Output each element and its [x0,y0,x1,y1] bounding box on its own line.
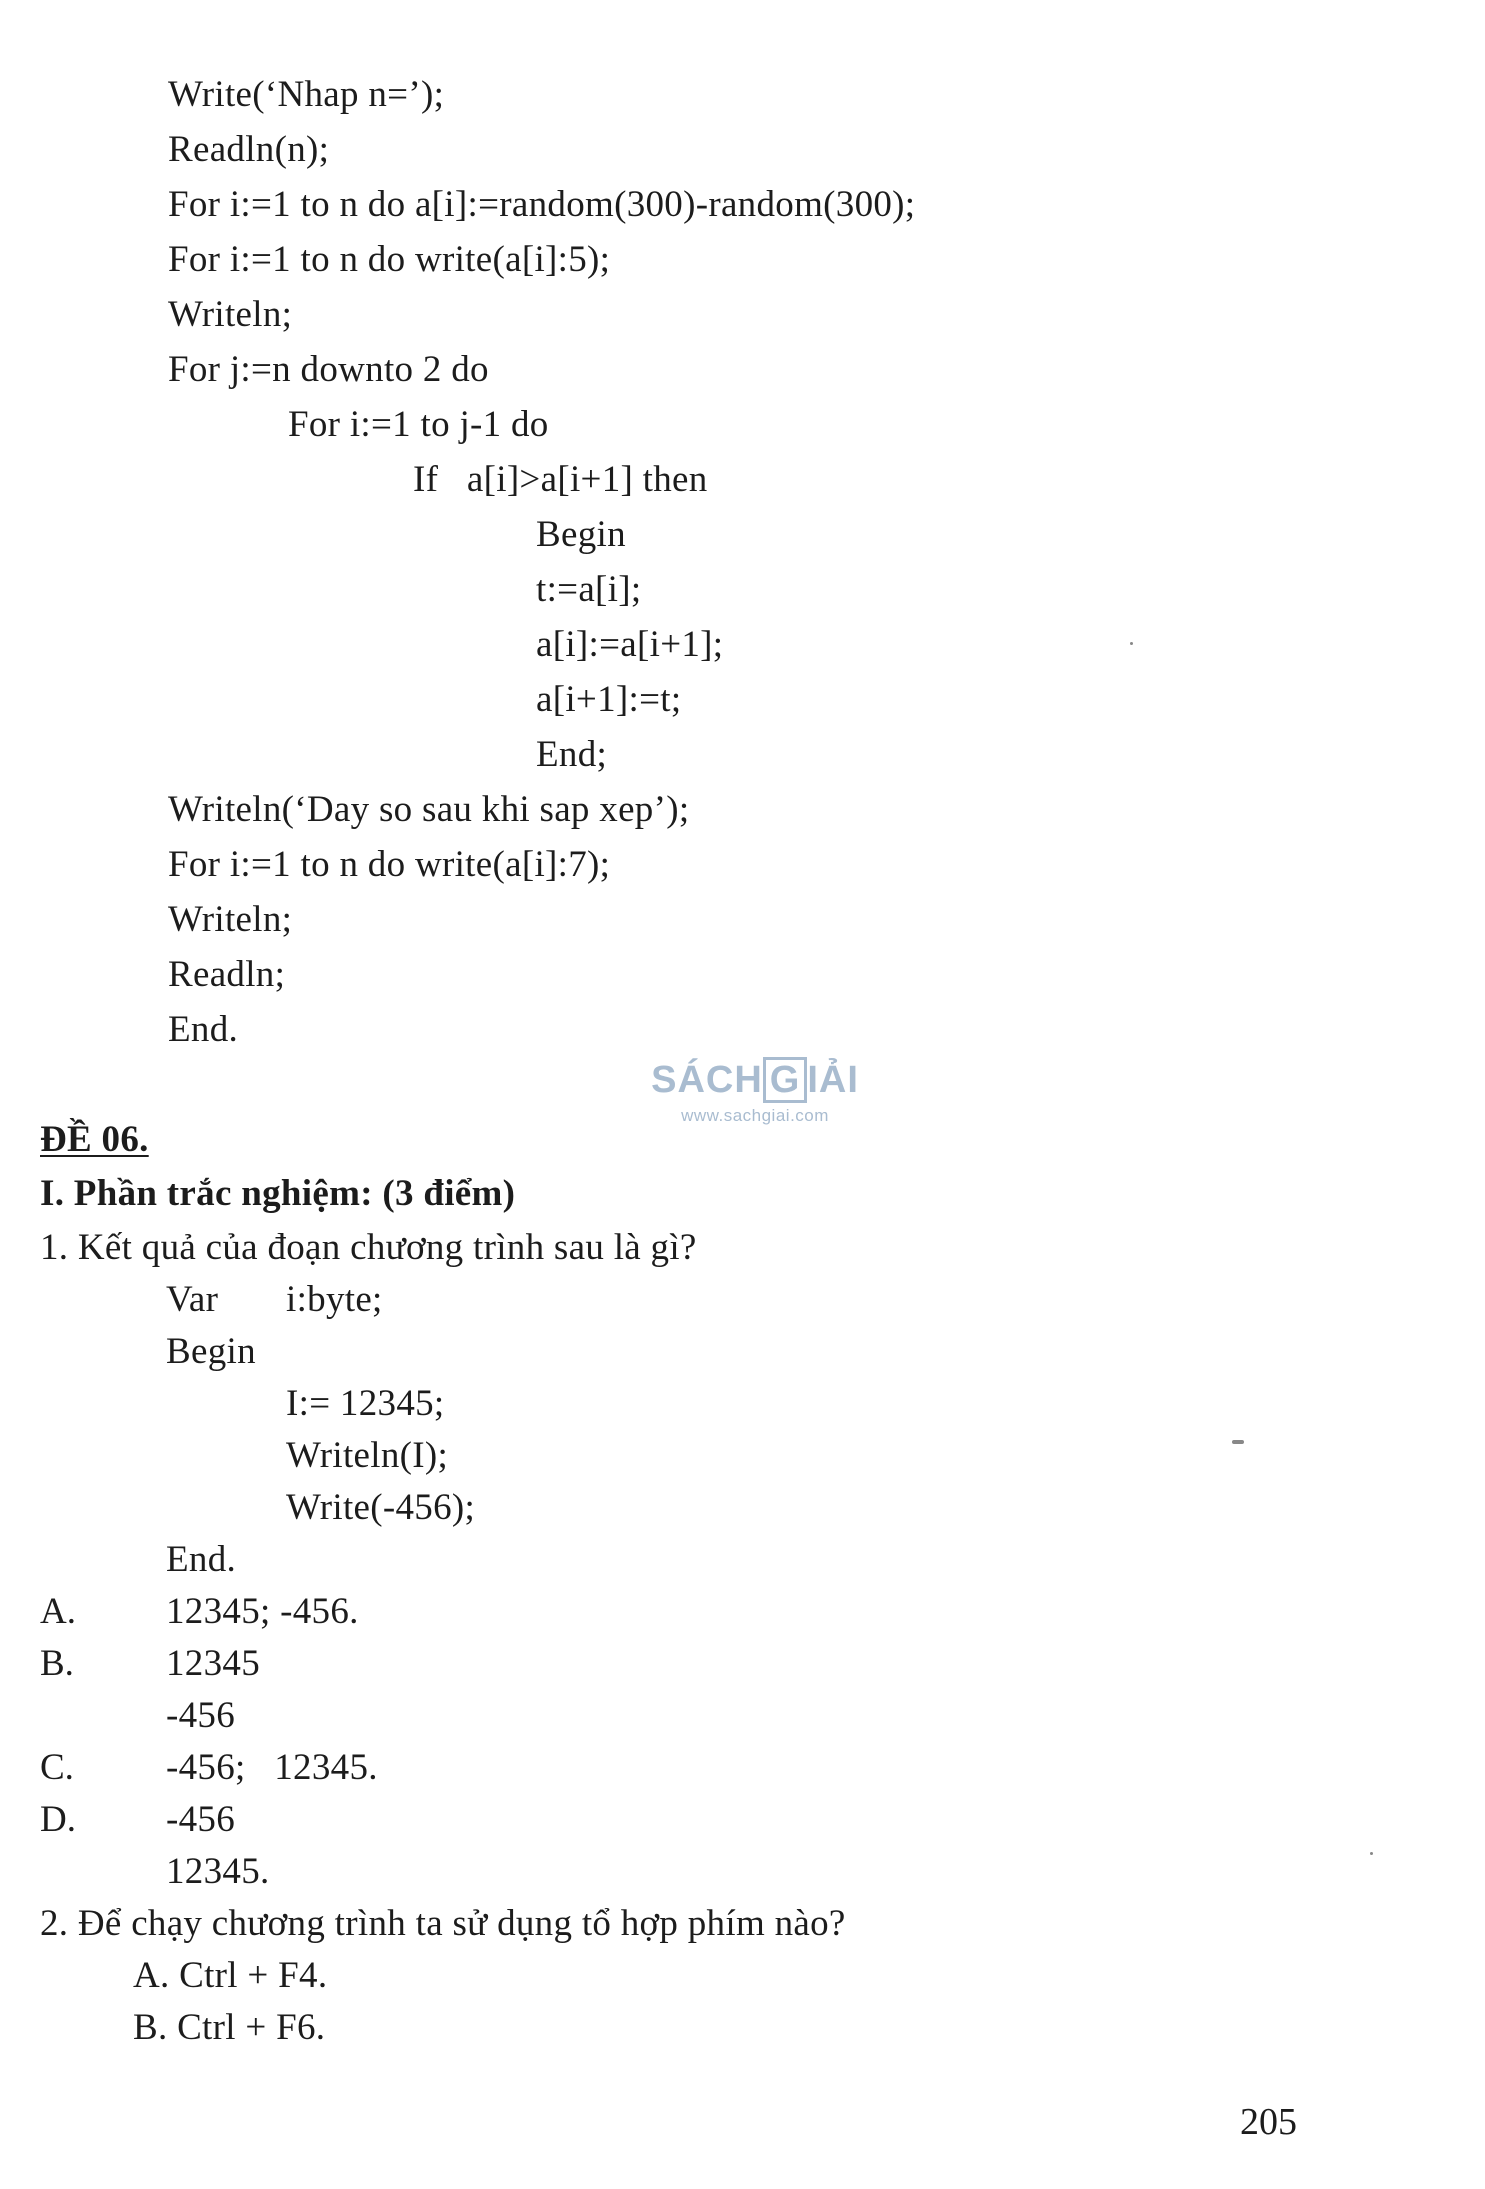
code-line: Readln(n); [168,129,330,170]
code-line: Writeln; [168,294,293,335]
code-line: If a[i]>a[i+1] then [413,459,708,500]
scan-speck [1370,1852,1373,1855]
code-statement: Write(-456); [286,1487,476,1528]
code-line: a[i+1]:=t; [536,679,682,720]
watermark-logo: SÁCH G IẢI www.sachgiai.com [651,1059,859,1125]
page-number: 205 [1240,2101,1297,2143]
code-var-declaration: i:byte; [286,1279,383,1320]
code-line: Begin [536,514,626,555]
code-line: For j:=n downto 2 do [168,349,489,390]
code-line: For i:=1 to j-1 do [288,404,549,445]
code-line: For i:=1 to n do a[i]:=random(300)-random(300); [168,184,916,225]
code-line: Write(‘Nhap n=’); [168,74,445,115]
option-a-text: 12345; -456. [166,1591,359,1632]
code-var-keyword: Var [166,1279,219,1320]
option-c-label: C. [40,1747,74,1788]
code-line: For i:=1 to n do write(a[i]:5); [168,239,611,280]
option-b-text: B. Ctrl + F6. [133,2007,326,2048]
code-line: End; [536,734,608,775]
code-line: t:=a[i]; [536,569,642,610]
code-statement: Writeln(I); [286,1435,449,1476]
scan-speck [1232,1440,1244,1444]
option-a-text: A. Ctrl + F4. [133,1955,328,1996]
code-line: Writeln; [168,899,293,940]
section-heading: I. Phần trắc nghiệm: (3 điểm) [40,1173,516,1214]
option-b-label: B. [40,1643,74,1684]
code-line: For i:=1 to n do write(a[i]:7); [168,844,611,885]
option-d-text: 12345. [166,1851,270,1892]
exam-title: ĐỀ 06. [40,1119,149,1160]
code-line: End. [168,1009,239,1050]
option-d-label: D. [40,1799,76,1840]
option-d-text: -456 [166,1799,236,1840]
code-statement: I:= 12345; [286,1383,445,1424]
code-line: a[i]:=a[i+1]; [536,624,724,665]
question-2: 2. Để chạy chương trình ta sử dụng tổ hợp phím nào? [40,1903,846,1944]
question-1: 1. Kết quả của đoạn chương trình sau là gì? [40,1227,697,1268]
option-b-text: -456 [166,1695,236,1736]
option-b-text: 12345 [166,1643,260,1684]
option-a-label: A. [40,1591,76,1632]
code-line: Writeln(‘Day so sau khi sap xep’); [168,789,690,830]
option-c-text: -456; 12345. [166,1747,378,1788]
code-end: End. [166,1539,237,1580]
code-line: Readln; [168,954,286,995]
scan-speck [1130,642,1133,645]
code-begin: Begin [166,1331,256,1372]
